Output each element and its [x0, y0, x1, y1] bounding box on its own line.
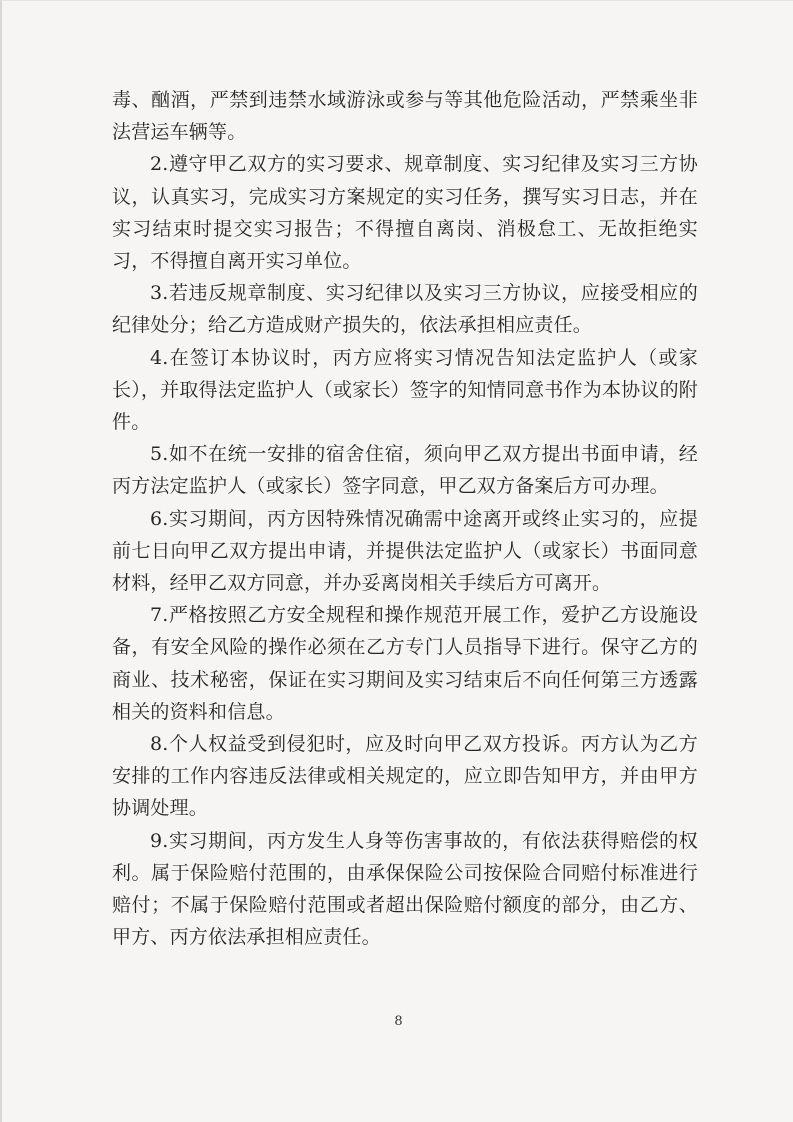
paragraph-item-4: 4.在签订本协议时，丙方应将实习情况告知法定监护人（或家长），并取得法定监护人（或家长）签字的知情同意书作为本协议的附件。 [112, 346, 698, 434]
page-number: 8 [394, 1014, 403, 1029]
paragraph-item-6: 6.实习期间，丙方因特殊情况确需中途离开或终止实习的，应提前七日向甲乙双方提出申请，并提供法定监护人（或家长）书面同意材料，经甲乙双方同意，并办妥离岗相关手续后方可离开。 [112, 507, 698, 595]
document-body [112, 84, 698, 953]
paragraph-item-2: 2.遵守甲乙双方的实习要求、规章制度、实习纪律及实习三方协议，认真实习，完成实习方案规定的实习任务，撰写实习日志，并在实习结束时提交实习报告；不得擅自离岗、消极怠工、无故拒绝实习，不得擅自离开实习单位。 [112, 153, 698, 273]
paragraph-item-8: 8.个人权益受到侵犯时，应及时向甲乙双方投诉。丙方认为乙方安排的工作内容违反法律或相关规定的，应立即告知甲方，并由甲方协调处理。 [112, 733, 698, 820]
paragraph-item-3: 3.若违反规章制度、实习纪律以及实习三方协议，应接受相应的纪律处分；给乙方造成财产损失的，依法承担相应责任。 [112, 282, 698, 337]
paragraph-item-9: 9.实习期间，丙方发生人身等伤害事故的，有依法获得赔偿的权利。属于保险赔付范围的，由承保保险公司按保险合同赔付标准进行赔付；不属于保险赔付范围或者超出保险赔付额度的部分，由乙方、甲方、丙方依法承担相应责任。 [112, 829, 698, 949]
paragraph-item-5: 5.如不在统一安排的宿舍住宿，须向甲乙双方提出书面申请，经丙方法定监护人（或家长）签字同意，甲乙双方备案后方可办理。 [112, 443, 698, 498]
paragraph-continuation: 毒、酗酒，严禁到违禁水域游泳或参与等其他危险活动，严禁乘坐非法营运车辆等。 [112, 89, 698, 144]
paragraph-item-7: 7.严格按照乙方安全规程和操作规范开展工作，爱护乙方设施设备，有安全风险的操作必须在乙方专门人员指导下进行。保守乙方的商业、技术秘密，保证在实习期间及实习结束后不向任何第三方透露相关的资料和信息。 [112, 604, 698, 723]
